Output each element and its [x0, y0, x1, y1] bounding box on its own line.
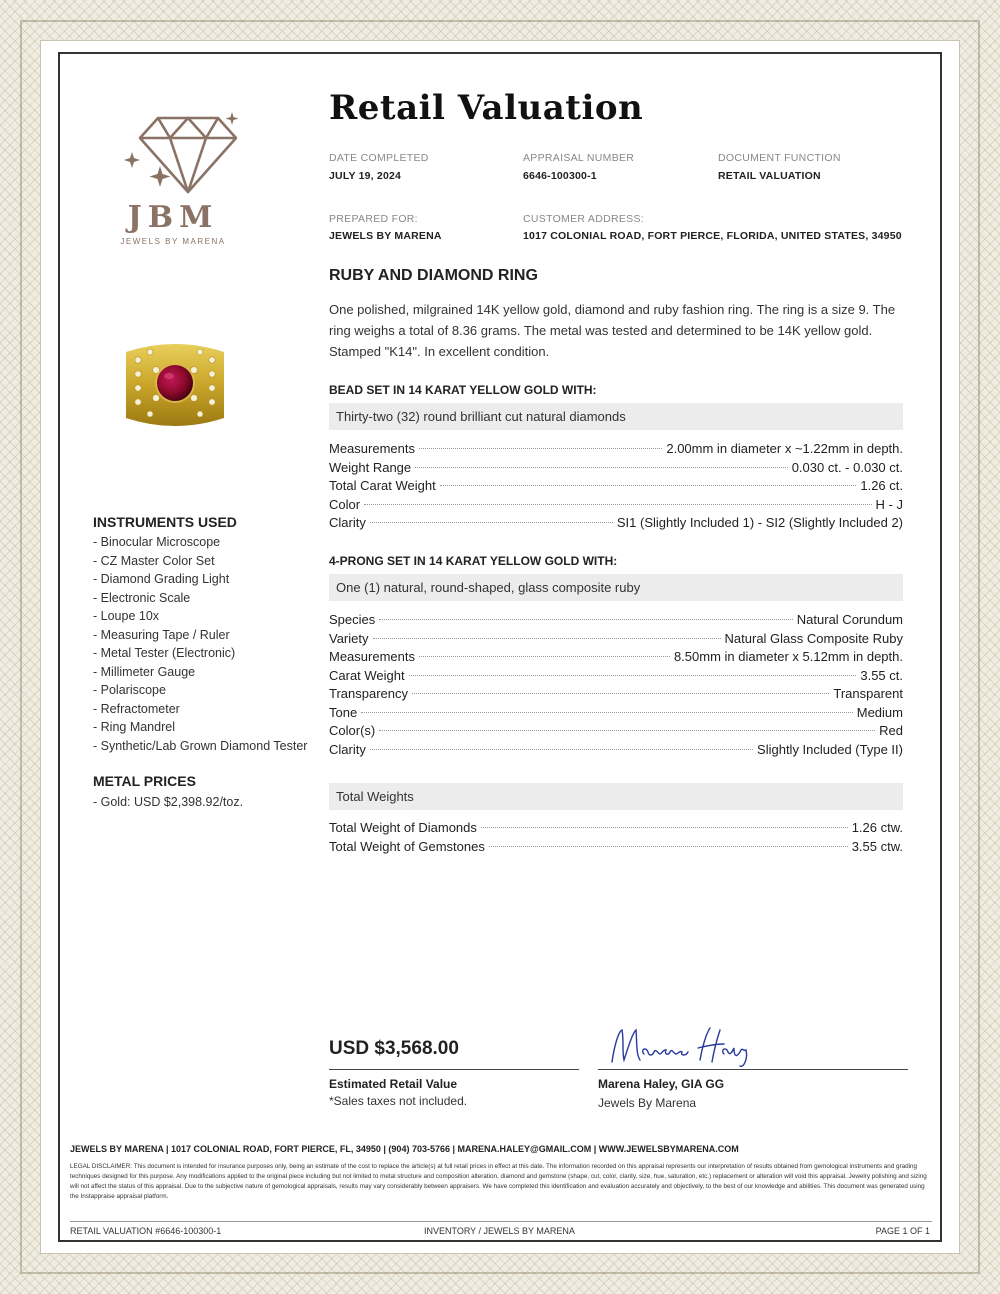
footer-divider	[70, 1221, 932, 1222]
date-completed-label: DATE COMPLETED	[329, 152, 429, 164]
document-title: Retail Valuation	[329, 88, 644, 128]
list-item: - Binocular Microscope	[93, 535, 221, 549]
detail-value: Natural Corundum	[796, 612, 903, 627]
detail-value: Medium	[856, 704, 903, 720]
detail-value: Slightly Included (Type II)	[757, 741, 903, 757]
detail-row	[329, 612, 903, 631]
prepared-for: JEWELS BY MARENA	[329, 230, 442, 242]
detail-key: Carat Weight	[329, 667, 405, 683]
footer-reference: RETAIL VALUATION #6646-100300-1	[70, 1226, 222, 1236]
metal-prices-list	[93, 793, 243, 812]
ruby-summary-band: One (1) natural, round-shaped, glass composite ruby	[329, 574, 903, 601]
tax-note: *Sales taxes not included.	[329, 1094, 468, 1108]
list-item: - Refractometer	[93, 701, 180, 716]
detail-row	[329, 705, 903, 724]
list-item: - Measuring Tape / Ruler	[93, 627, 230, 642]
detail-key: Measurements	[329, 649, 415, 664]
detail-value: 0.030 ct. - 0.030 ct.	[791, 459, 903, 475]
total-weights-band: Total Weights	[329, 783, 903, 810]
ring-image	[120, 330, 230, 435]
detail-key: Weight Range	[329, 459, 412, 475]
instruments-list	[93, 533, 307, 755]
instruments-title: INSTRUMENTS USED	[93, 514, 237, 530]
prepared-for-label: PREPARED FOR:	[329, 213, 418, 225]
detail-key: Total Carat Weight	[329, 478, 436, 493]
list-item: - Millimeter Gauge	[93, 664, 196, 679]
appraiser-name: Marena Haley, GIA GG	[598, 1077, 725, 1091]
date-completed: JULY 19, 2024	[329, 170, 402, 182]
item-title: RUBY AND DIAMOND RING	[329, 267, 538, 284]
detail-key: Transparency	[329, 686, 408, 701]
list-item: - Diamond Grading Light	[93, 572, 230, 586]
detail-row	[329, 839, 903, 858]
total-weights	[329, 820, 903, 857]
detail-value: 3.55 ctw.	[851, 838, 903, 854]
detail-row	[329, 460, 903, 479]
detail-value: 1.26 ctw.	[851, 820, 903, 835]
detail-value: 8.50mm in diameter x 5.12mm in depth.	[673, 649, 903, 664]
diamond-setting-heading: BEAD SET IN 14 KARAT YELLOW GOLD WITH:	[329, 383, 597, 397]
detail-key: Species	[329, 612, 376, 627]
detail-key: Measurements	[329, 441, 415, 456]
detail-key: Color	[329, 496, 361, 512]
ruby-setting-heading: 4-PRONG SET IN 14 KARAT YELLOW GOLD WITH:	[329, 554, 618, 568]
document-function-label: DOCUMENT FUNCTION	[718, 152, 841, 164]
detail-row	[329, 649, 903, 668]
detail-row	[329, 723, 903, 742]
appraisal-number: 6646-100300-1	[523, 170, 597, 182]
diamond-summary-band: Thirty-two (32) round brilliant cut natural diamonds	[329, 403, 903, 430]
detail-key: Total Weight of Gemstones	[329, 838, 485, 854]
detail-row	[329, 820, 903, 839]
detail-value: Natural Glass Composite Ruby	[724, 630, 903, 646]
document-function: RETAIL VALUATION	[718, 170, 821, 182]
legal-disclaimer: LEGAL DISCLAIMER: This document is intended for insurance purposes only, being an estimate of the cost to replace the article(s) at full retail prices in effect at this date. The information recorded on this appraisal represents our interpretation of results obtained from gemological instruments and grading techniques designed for this purpose. Any modifications applied to the original piece including but not limited to metal structure and composition alteration, diamond and gemstone (shape, cut, color, clarity, size, hue, saturation, etc.) replacement or alteration will void this appraisal. Jewelry polishing and sizing will not affect the status of this appraisal. Due to the subjective nature of gemological appraisals, results may vary considerably between appraisers. We have completed this identification and evaluation accurately and objectively, to the best of our knowledge and abilities. This document was generated using the Instappraise appraisal platform.	[70, 1163, 927, 1200]
diamond-details	[329, 441, 903, 534]
list-item: - Loupe 10x	[93, 609, 160, 623]
list-item: - Electronic Scale	[93, 590, 191, 605]
logo-tagline: JEWELS BY MARENA	[120, 237, 226, 246]
page-number: PAGE 1 OF 1	[875, 1226, 930, 1236]
retail-price: USD $3,568.00	[329, 1038, 459, 1059]
detail-key: Variety	[329, 630, 369, 646]
detail-row	[329, 441, 903, 460]
detail-row	[329, 686, 903, 705]
detail-value: 3.55 ct.	[860, 667, 903, 683]
detail-value: 2.00mm in diameter x ~1.22mm in depth.	[666, 441, 903, 456]
estimated-value-label: Estimated Retail Value	[329, 1077, 458, 1091]
detail-value: SI1 (Slightly Included 1) - SI2 (Slightly Included 2)	[616, 515, 903, 530]
list-item: - Metal Tester (Electronic)	[93, 646, 236, 660]
customer-address: 1017 COLONIAL ROAD, FORT PIERCE, FLORIDA, UNITED STATES, 34950	[523, 230, 902, 242]
detail-row	[329, 742, 903, 761]
item-description: One polished, milgrained 14K yellow gold, diamond and ruby fashion ring. The ring is a size 9. The ring weighs a total of 8.36 grams. The metal was tested and determined to be 14K yellow gold. Stamped "K14". In excellent condition.	[329, 302, 896, 359]
list-item: - Ring Mandrel	[93, 720, 175, 734]
detail-key: Tone	[329, 704, 358, 720]
ruby-details	[329, 612, 903, 760]
price-underline	[329, 1069, 579, 1070]
detail-key: Clarity	[329, 741, 366, 757]
detail-value: H - J	[875, 496, 903, 512]
detail-value: Transparent	[833, 686, 903, 701]
contact-info: JEWELS BY MARENA | 1017 COLONIAL ROAD, FORT PIERCE, FL, 34950 | (904) 703-5766 | MARENA.HALEY@GMAIL.COM | WWW.JEWELSBYMARENA.COM	[70, 1144, 739, 1154]
list-item: - Gold: USD $2,398.92/toz.	[93, 795, 244, 809]
metal-prices-title: METAL PRICES	[93, 773, 196, 789]
detail-value: Red	[879, 723, 903, 738]
detail-row	[329, 478, 903, 497]
detail-row	[329, 497, 903, 516]
detail-key: Color(s)	[329, 723, 376, 738]
appraisal-number-label: APPRAISAL NUMBER	[523, 152, 635, 164]
detail-row	[329, 631, 903, 650]
appraiser-company: Jewels By Marena	[598, 1096, 697, 1110]
list-item: - Synthetic/Lab Grown Diamond Tester	[93, 738, 308, 753]
detail-key: Clarity	[329, 515, 366, 530]
list-item: - Polariscope	[93, 683, 166, 697]
list-item: - CZ Master Color Set	[93, 553, 215, 568]
detail-key: Total Weight of Diamonds	[329, 820, 477, 835]
detail-row	[329, 668, 903, 687]
logo-letters: JBM	[127, 200, 219, 235]
signature-image	[600, 1022, 760, 1070]
footer-inventory: INVENTORY / JEWELS BY MARENA	[424, 1226, 575, 1236]
signature-line	[598, 1069, 908, 1070]
detail-row	[329, 515, 903, 534]
customer-address-label: CUSTOMER ADDRESS:	[523, 213, 645, 225]
detail-value: 1.26 ct.	[860, 478, 903, 493]
